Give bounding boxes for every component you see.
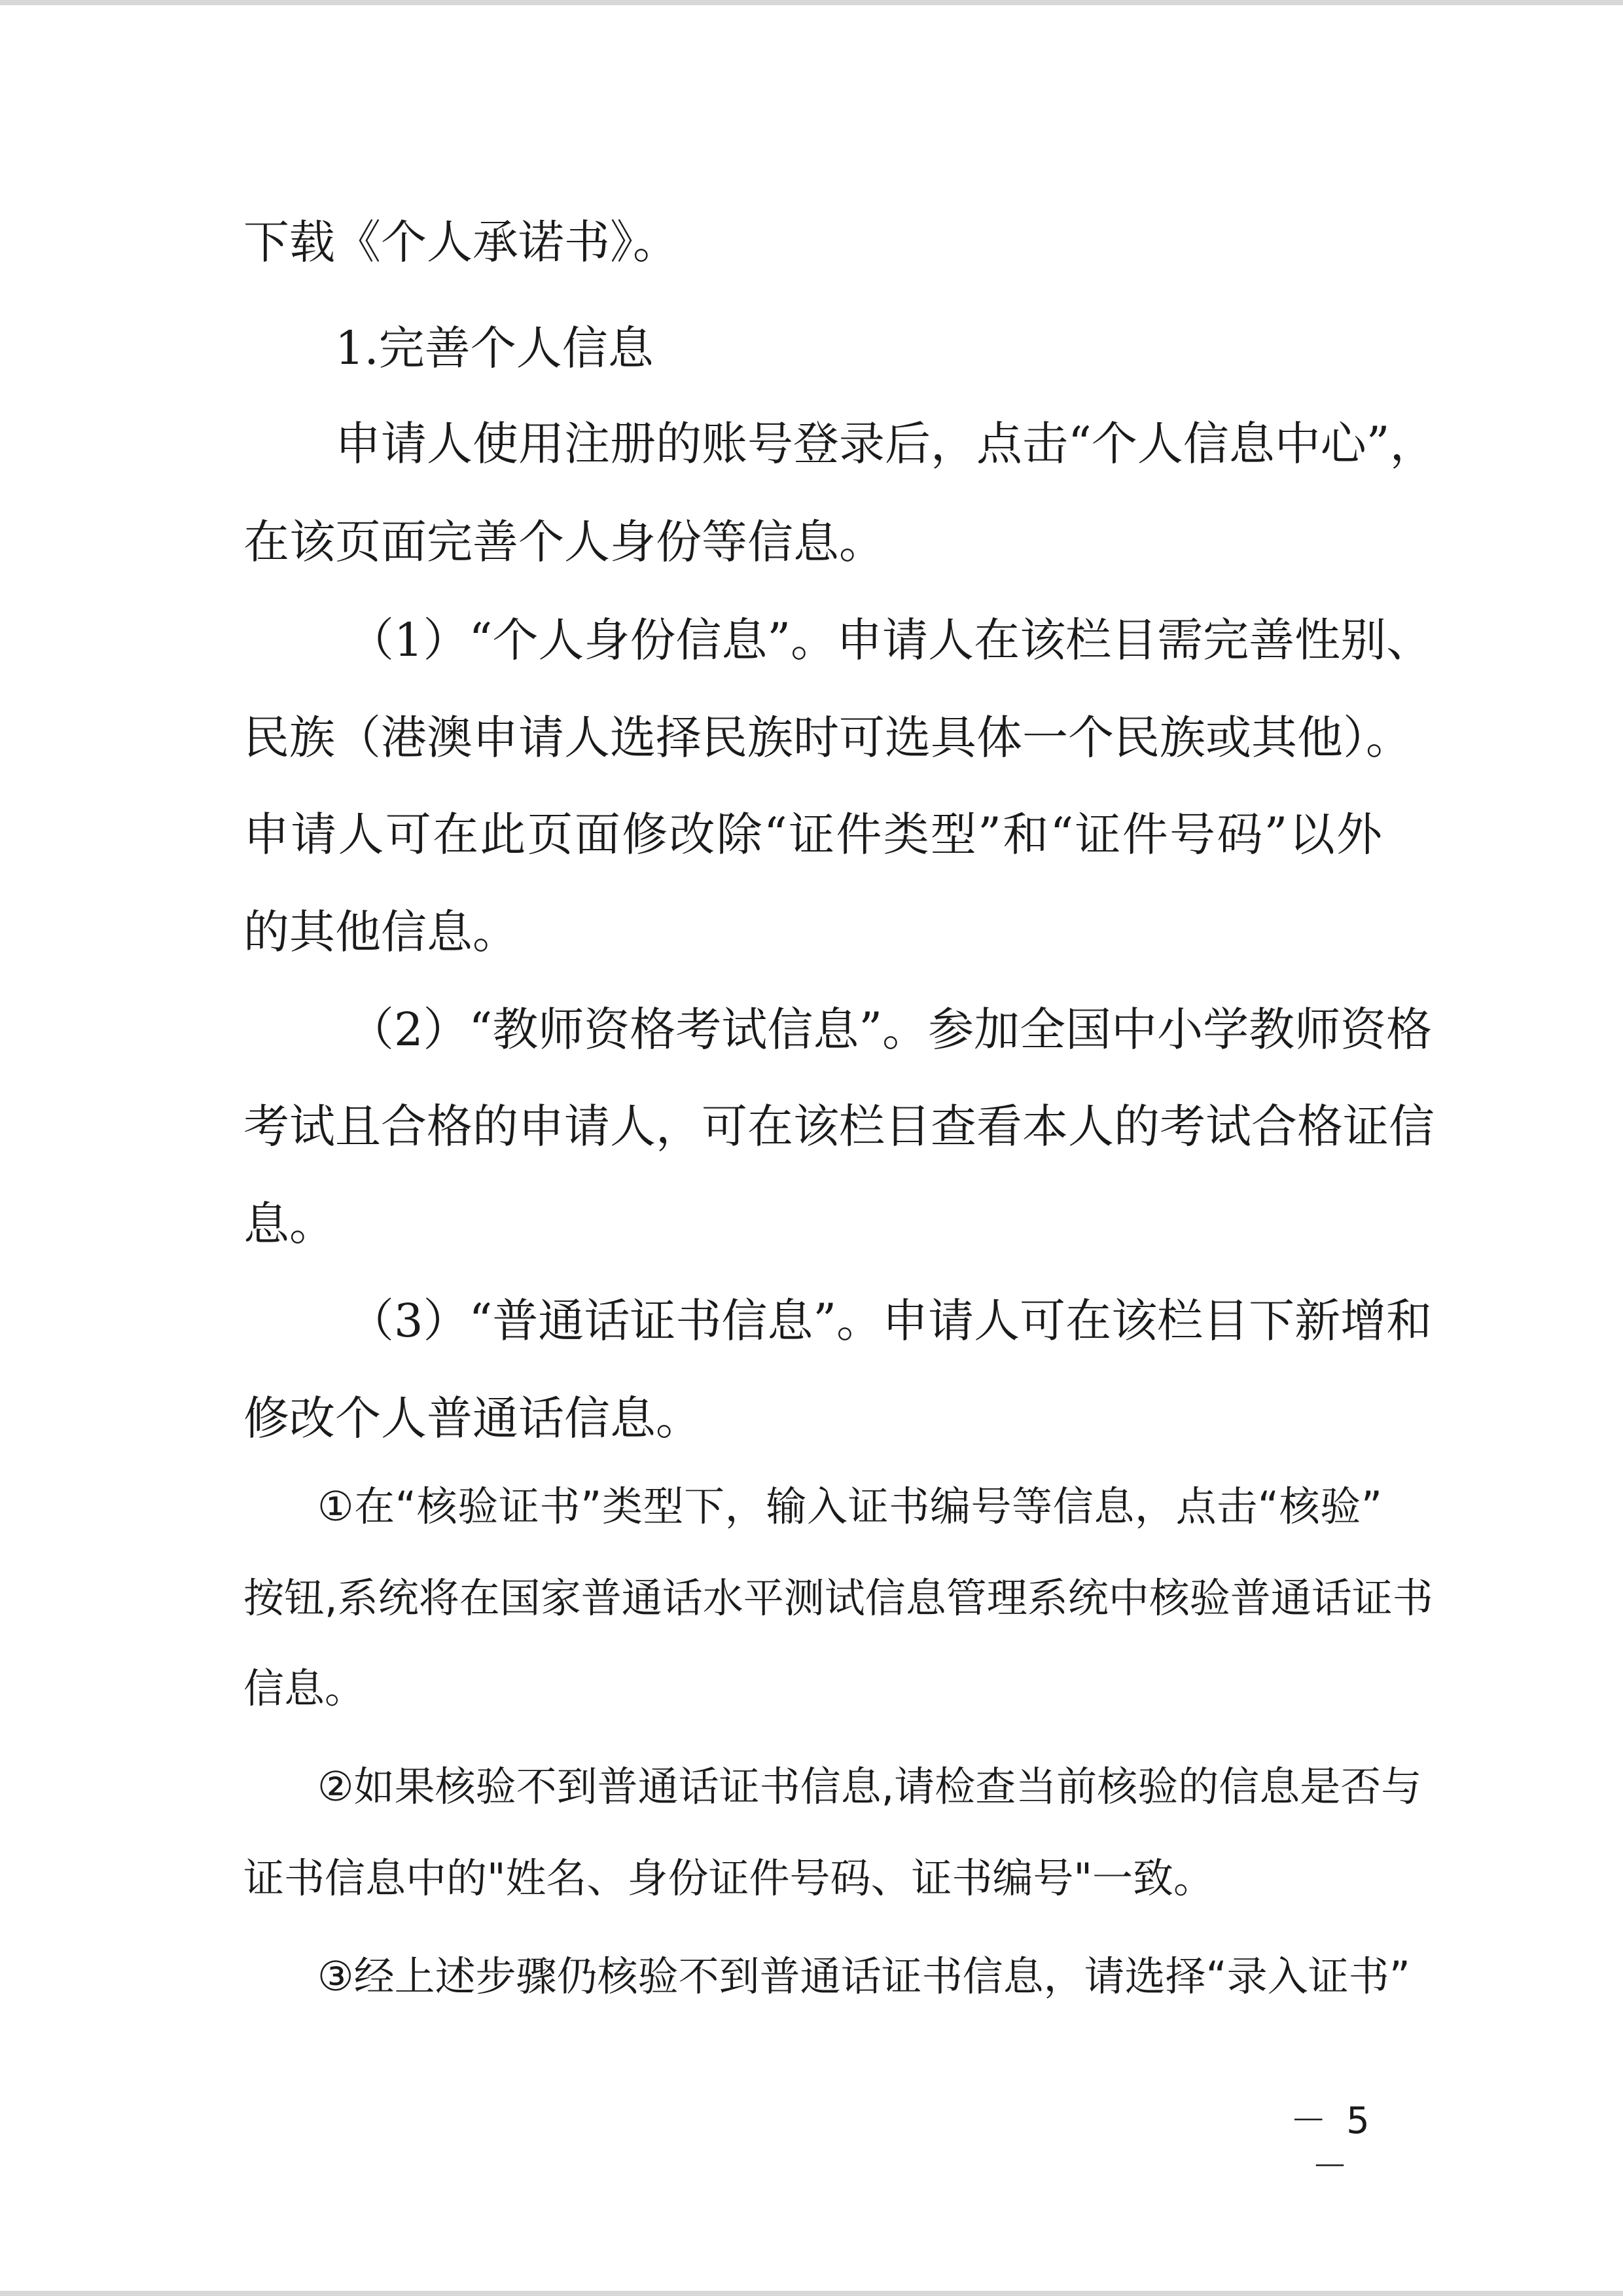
step-1-line-3: 信息。 bbox=[243, 1664, 366, 1712]
paragraph-login-line-2: 在该页面完善个人身份等信息。 bbox=[243, 515, 885, 569]
item-2-line-1: （2）“教师资格考试信息”。参加全国中小学教师资格 bbox=[348, 1003, 1433, 1056]
paragraph-login-line-1: 申请人使用注册的账号登录后，点击“个人信息中心”， bbox=[335, 417, 1436, 471]
item-2-line-3: 息。 bbox=[243, 1197, 335, 1251]
step-1-line-1: ①在“核验证书”类型下，输入证书编号等信息，点击“核验” bbox=[317, 1482, 1382, 1530]
section-heading-personal-info: 1.完善个人信息 bbox=[335, 321, 654, 375]
item-1-line-2: 民族（港澳申请人选择民族时可选具体一个民族或其他）。 bbox=[243, 711, 1412, 764]
item-1-line-4: 的其他信息。 bbox=[243, 905, 518, 959]
item-3-line-1: （3）“普通话证书信息”。申请人可在该栏目下新增和 bbox=[348, 1294, 1433, 1348]
scan-bottom-edge bbox=[0, 2291, 1623, 2296]
step-2-line-1: ②如果核验不到普通话证书信息,请检查当前核验的信息是否与 bbox=[317, 1763, 1422, 1810]
item-1-line-1: （1）“个人身份信息”。申请人在该栏目需完善性别、 bbox=[348, 613, 1433, 667]
item-3-line-2: 修改个人普通话信息。 bbox=[243, 1391, 702, 1445]
scan-top-edge bbox=[0, 0, 1623, 5]
item-1-line-3: 申请人可在此页面修改除“证件类型”和“证件号码”以外 bbox=[243, 808, 1382, 861]
page-number: － 5 － bbox=[1290, 2100, 1374, 2188]
step-2-line-2: 证书信息中的"姓名、身份证件号码、证书编号"一致。 bbox=[243, 1854, 1215, 1902]
step-3-line-1: ③经上述步骤仍核验不到普通话证书信息，请选择“录入证书” bbox=[317, 1952, 1410, 2000]
step-1-line-2: 按钮,系统将在国家普通话水平测试信息管理系统中核验普通话证书 bbox=[243, 1574, 1433, 1622]
text-line-download-commitment: 下载《个人承诺书》。 bbox=[243, 215, 679, 269]
item-2-line-2: 考试且合格的申请人，可在该栏目查看本人的考试合格证信 bbox=[243, 1100, 1435, 1153]
